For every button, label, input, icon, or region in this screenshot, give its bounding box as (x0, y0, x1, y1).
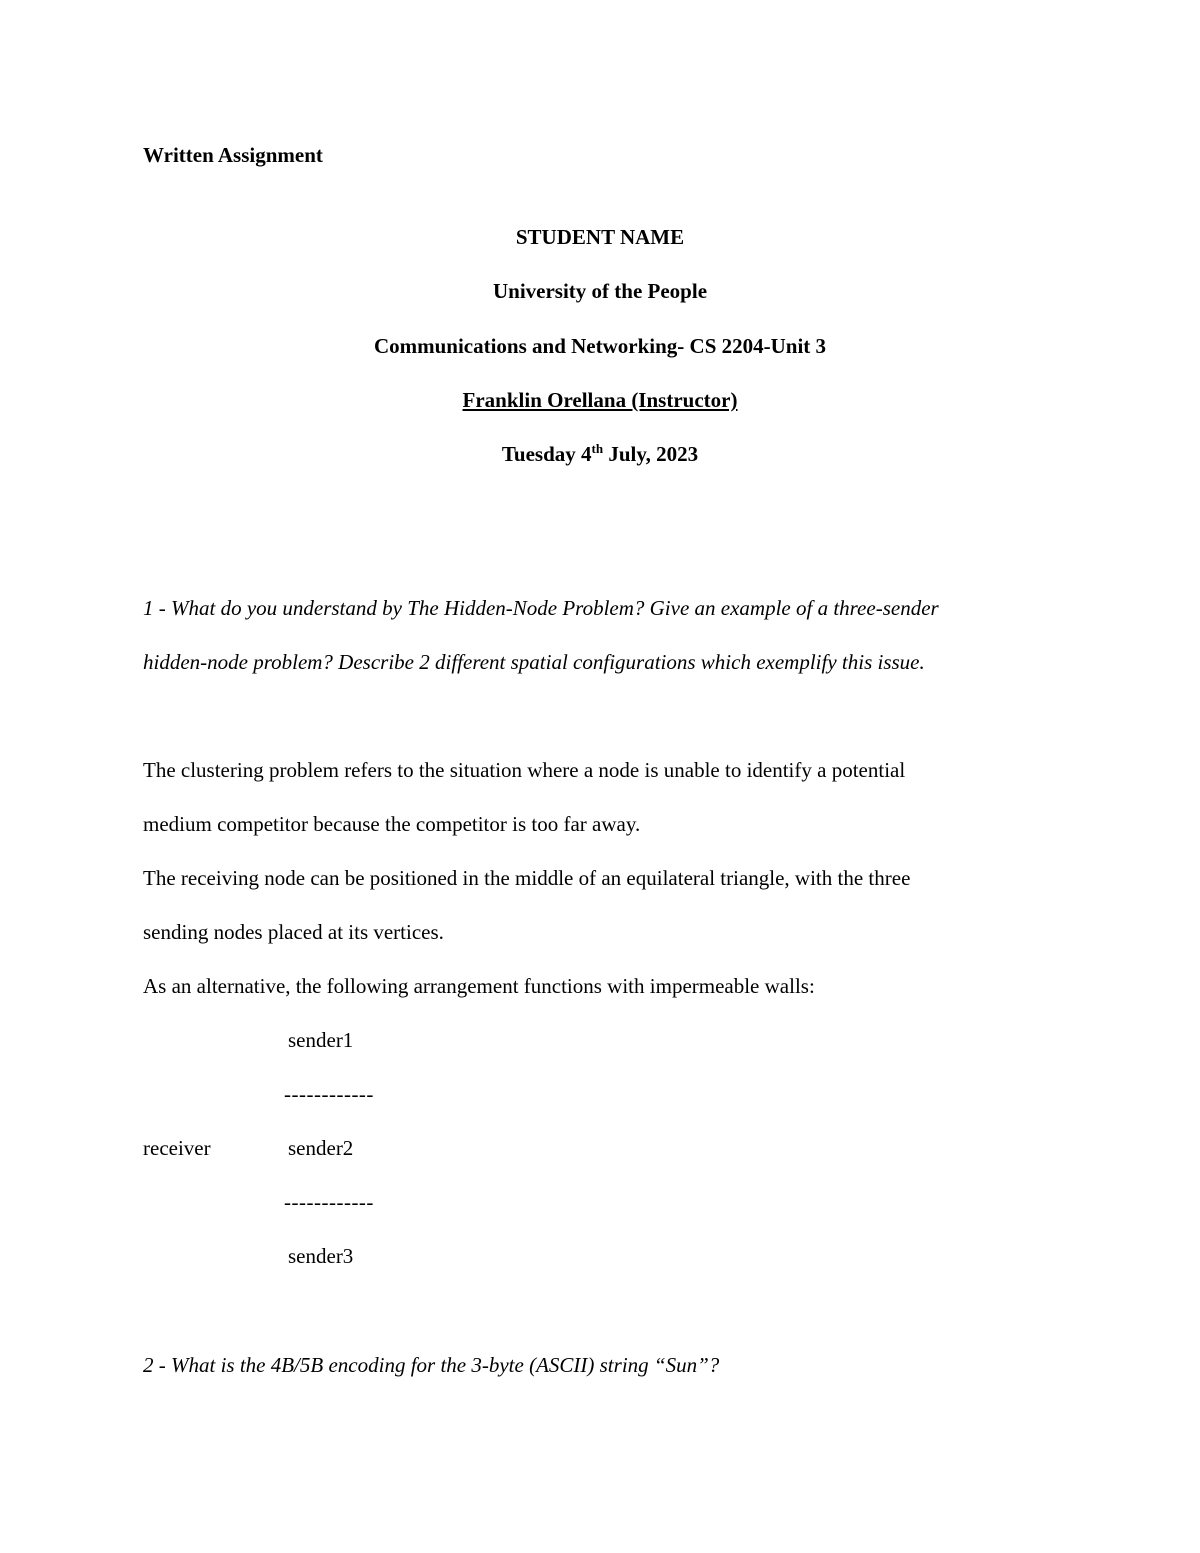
date-suffix: July, 2023 (603, 442, 699, 466)
student-name: STUDENT NAME (515, 225, 685, 249)
date-ordinal: th (591, 441, 604, 456)
diagram-sender2: sender2 (288, 1136, 354, 1160)
instructor-name: Franklin Orellana (Instructor) (462, 388, 738, 412)
question-1-line-2: hidden-node problem? Describe 2 different spatial configurations which exemplify this issue. (143, 650, 925, 674)
answer-1-line-2: medium competitor because the competitor is too far away. (143, 812, 641, 836)
answer-1-line-4: sending nodes placed at its vertices. (143, 920, 444, 944)
course-title: Communications and Networking- CS 2204-Unit 3 (373, 334, 827, 358)
document-heading: Written Assignment (143, 143, 323, 167)
diagram-sender1: sender1 (288, 1028, 354, 1052)
answer-1-line-1: The clustering problem refers to the situation where a node is unable to identify a potential (143, 758, 906, 782)
question-2: 2 - What is the 4B/5B encoding for the 3-byte (ASCII) string “Sun”? (143, 1353, 720, 1377)
date-prefix: Tuesday 4 (501, 442, 592, 466)
answer-1-line-3: The receiving node can be positioned in the middle of an equilateral triangle, with the three (143, 866, 911, 890)
date-line (0, 441, 1200, 467)
question-1-line-1: 1 - What do you understand by The Hidden-Node Problem? Give an example of a three-sender (143, 596, 939, 620)
diagram-wall-2: ------------ (284, 1190, 374, 1214)
diagram-sender3: sender3 (288, 1244, 354, 1268)
instructor-line (0, 387, 1200, 413)
university-name: University of the People (492, 279, 708, 303)
diagram-receiver: receiver (143, 1136, 211, 1160)
answer-1-line-5: As an alternative, the following arrangement functions with impermeable walls: (143, 974, 815, 998)
diagram-wall-1: ------------ (284, 1082, 374, 1106)
